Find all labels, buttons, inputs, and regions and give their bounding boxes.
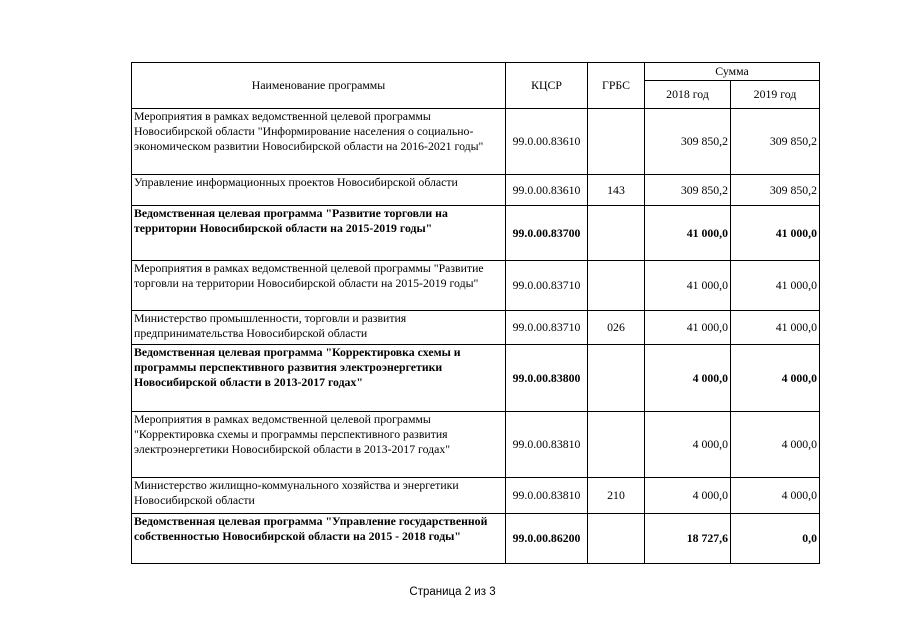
row-2019: 4 000,0	[731, 478, 820, 514]
table-row	[132, 311, 820, 345]
row-grbs	[588, 261, 645, 311]
row-kcsr: 99.0.00.83810	[506, 478, 588, 514]
row-kcsr: 99.0.00.83810	[506, 412, 588, 478]
row-grbs: 026	[588, 311, 645, 345]
row-name: Мероприятия в рамках ведомственной целевой программы "Развитие торговли на территории Новосибирской области на 2015-2019 годы"	[132, 261, 506, 311]
row-name: Ведомственная целевая программа "Развитие торговли на территории Новосибирской области на 2015-2019 годы"	[132, 206, 506, 261]
row-name: Министерство жилищно-коммунального хозяйства и энергетики Новосибирской области	[132, 478, 506, 514]
row-2019: 41 000,0	[731, 311, 820, 345]
row-name: Управление информационных проектов Новосибирской области	[132, 175, 506, 206]
row-2019: 0,0	[731, 514, 820, 564]
row-2019: 4 000,0	[731, 412, 820, 478]
page-number: Страница 2 из 3	[409, 586, 496, 598]
row-grbs	[588, 514, 645, 564]
table-row	[132, 109, 820, 175]
row-2018: 4 000,0	[645, 478, 731, 514]
row-2018: 18 727,6	[645, 514, 731, 564]
header-grbs: ГРБС	[588, 63, 645, 109]
row-name: Ведомственная целевая программа "Корректировка схемы и программы перспективного развития электроэнергетики Новосибирской области в 2013-2017 годах"	[132, 345, 506, 412]
row-grbs	[588, 412, 645, 478]
row-grbs	[588, 345, 645, 412]
row-2018: 4 000,0	[645, 345, 731, 412]
row-2019: 309 850,2	[731, 175, 820, 206]
row-grbs: 210	[588, 478, 645, 514]
row-2019: 41 000,0	[731, 206, 820, 261]
row-grbs: 143	[588, 175, 645, 206]
header-sum: Сумма	[645, 63, 820, 81]
row-name: Мероприятия в рамках ведомственной целевой программы "Корректировка схемы и программы перспективного развития электроэнергетики Новосибирской области в 2013-2017 годах"	[132, 412, 506, 478]
row-grbs	[588, 206, 645, 261]
row-name: Министерство промышленности, торговли и развития предпринимательства Новосибирской области	[132, 311, 506, 345]
table-row	[132, 175, 820, 206]
table-row	[132, 478, 820, 514]
table-row	[132, 514, 820, 564]
table-row	[132, 261, 820, 311]
row-kcsr: 99.0.00.83700	[506, 206, 588, 261]
row-2019: 309 850,2	[731, 109, 820, 175]
table-row	[132, 345, 820, 412]
row-2018: 309 850,2	[645, 109, 731, 175]
row-name: Мероприятия в рамках ведомственной целевой программы Новосибирской области "Информирование населения о социально-экономическом развитии Новосибирской области на 2016-2021 годы"	[132, 109, 506, 175]
header-2018: 2018 год	[645, 81, 731, 109]
header-2019: 2019 год	[731, 81, 820, 109]
row-2019: 41 000,0	[731, 261, 820, 311]
row-name: Ведомственная целевая программа "Управление государственной собственностью Новосибирской области на 2015 - 2018 годы"	[132, 514, 506, 564]
row-2018: 41 000,0	[645, 206, 731, 261]
header-kcsr: КЦСР	[506, 63, 588, 109]
row-kcsr: 99.0.00.83610	[506, 109, 588, 175]
row-2018: 309 850,2	[645, 175, 731, 206]
budget-table	[131, 62, 820, 564]
row-grbs	[588, 109, 645, 175]
table-row	[132, 412, 820, 478]
row-kcsr: 99.0.00.83710	[506, 261, 588, 311]
row-2018: 41 000,0	[645, 261, 731, 311]
row-2018: 4 000,0	[645, 412, 731, 478]
row-kcsr: 99.0.00.83710	[506, 311, 588, 345]
row-kcsr: 99.0.00.86200	[506, 514, 588, 564]
row-kcsr: 99.0.00.83610	[506, 175, 588, 206]
row-kcsr: 99.0.00.83800	[506, 345, 588, 412]
row-2019: 4 000,0	[731, 345, 820, 412]
row-2018: 41 000,0	[645, 311, 731, 345]
header-name: Наименование программы	[132, 63, 506, 109]
table-row	[132, 206, 820, 261]
